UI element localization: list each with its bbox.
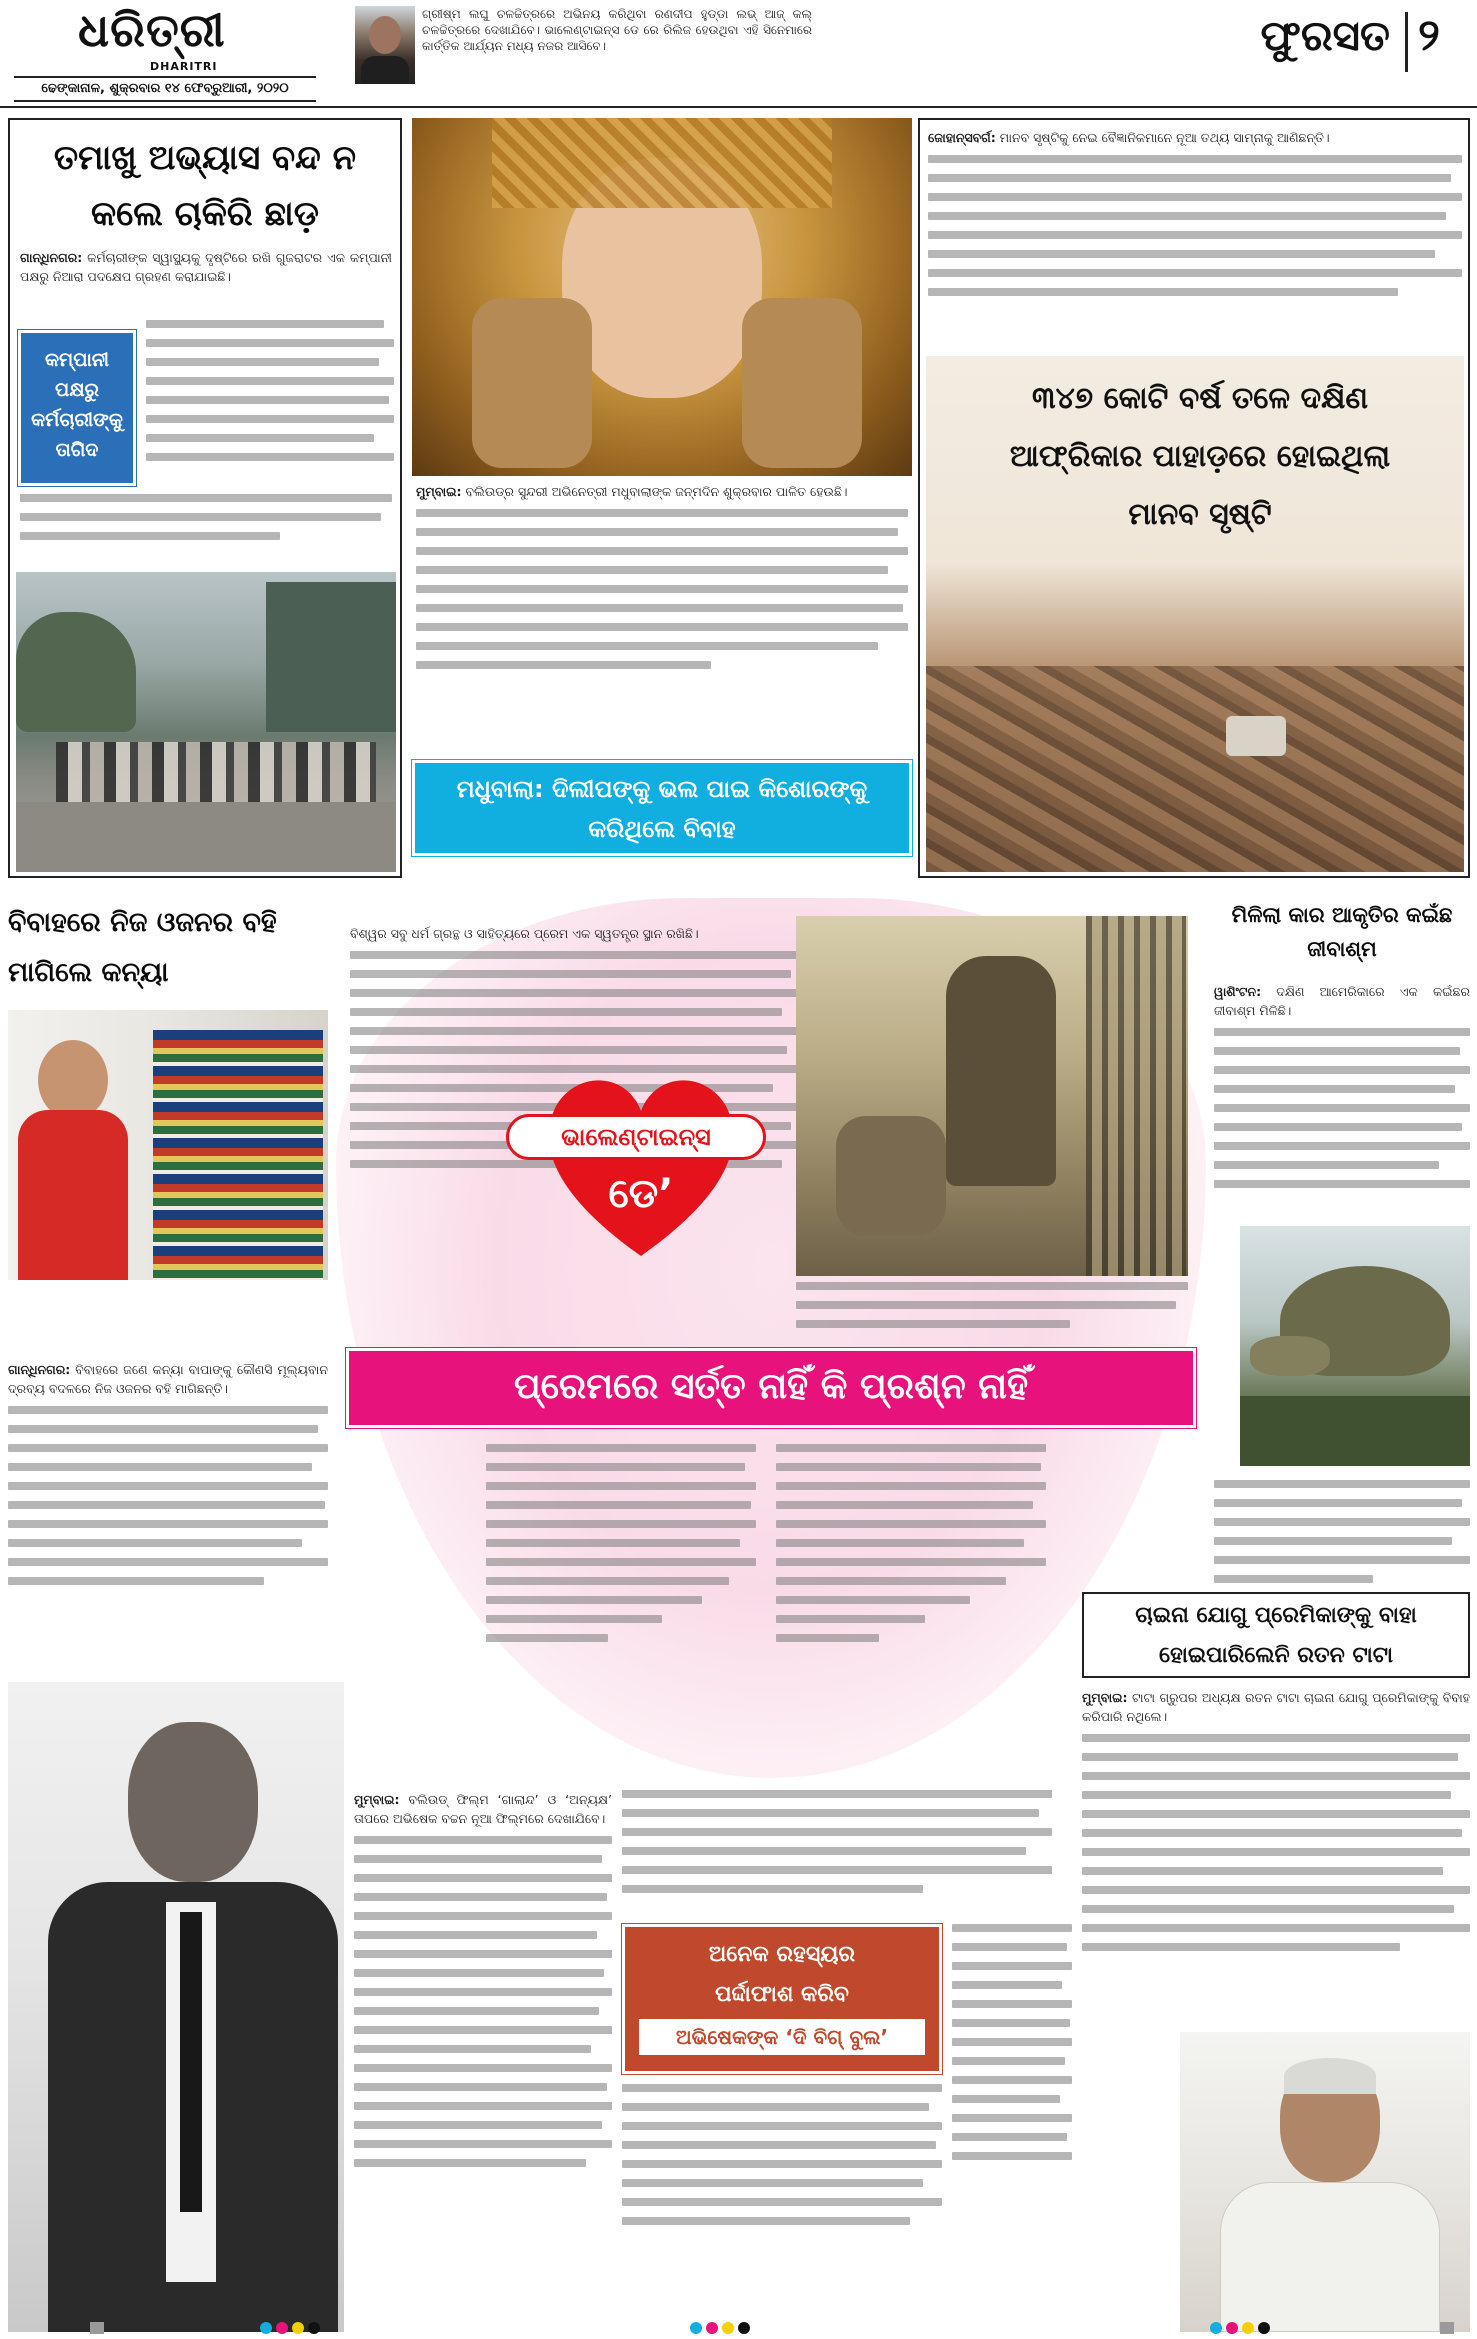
turtle-body-continued xyxy=(1214,1480,1470,1610)
valentine-body-col2 xyxy=(776,1444,1046,1754)
africa-lead: ମାନବ ସୃଷ୍ଟିକୁ ନେଇ ବୈଜ୍ଞାନିକମାନେ ନୂଆ ତଥ୍ୟ ସାମ୍ନାକୁ ଆଣିଛନ୍ତି। xyxy=(999,130,1330,145)
masthead xyxy=(0,0,1477,110)
valentine-lead: ବିଶ୍ୱର ସବୁ ଧର୍ମ ଗ୍ରନ୍ଥ ଓ ସାହିତ୍ୟରେ ପ୍ରେମ ଏକ ସ୍ୱତନ୍ତ୍ର ସ୍ଥାନ ରଖିଛି। xyxy=(350,926,699,941)
turtle-lead: ଦକ୍ଷିଣ ଆମେରିକାରେ ଏକ କଇଁଛର ଜୀବାଶ୍ମ ମିଳିଛି। xyxy=(1214,984,1470,1018)
turtle-dateline: ୱାଶିଂଟନ: xyxy=(1214,984,1262,999)
valentine-engraving xyxy=(796,916,1188,1276)
logo xyxy=(78,2,308,62)
teaser-photo xyxy=(355,6,415,84)
ratan-headline-box xyxy=(1082,1592,1470,1678)
tobacco-dateline: ଗାନ୍ଧିନଗର: xyxy=(20,250,83,265)
heart-title-box xyxy=(506,1114,766,1160)
section-title: ଫୁରସତ xyxy=(1260,11,1390,60)
africa-body xyxy=(928,128,1462,358)
valentine-heart xyxy=(536,1066,746,1266)
logo-subtitle: DHARITRI xyxy=(150,60,218,73)
section-divider xyxy=(1405,12,1408,72)
valentine-headline-box xyxy=(346,1348,1196,1428)
bigbull-box-line2: ପର୍ଦ୍ଦାଫାଶ କରିବ xyxy=(715,1982,849,2007)
valentine-body-mid xyxy=(796,1282,1188,1342)
madhubala-banner-text: ମଧୁବାଲା: ଦିଲୀପଙ୍କୁ ଭଲ ପାଇ କିଶୋରଙ୍କୁ କରିଥିଲେ ବିବାହ xyxy=(456,775,868,843)
logo-text: ଧରିତ୍ରୀ xyxy=(78,3,226,57)
tobacco-sidebox-text: କମ୍ପାନୀ ପକ୍ଷରୁ କର୍ମଚାରୀଙ୍କୁ ତାଗିଦ xyxy=(31,349,123,461)
africa-headline: ୩୪୭ କୋଟି ବର୍ଷ ତଳେ ଦକ୍ଷିଣ ଆଫ୍ରିକାର ପାହାଡ଼ରେ ହୋଇଥିଲା ମାନବ ସୃଷ୍ଟି xyxy=(1009,381,1391,532)
bigbull-body-col4 xyxy=(952,1924,1072,2330)
ratan-lead: ଟାଟା ଗ୍ରୁପର ଅଧ୍ୟକ୍ଷ ରତନ ଟାଟା ଚାଇନା ଯୋଗୁ ପ୍ରେମିକାଙ୍କୁ ବିବାହ କରିପାରି ନଥିଲେ। xyxy=(1082,1690,1470,1724)
tobacco-lead: କର୍ମଚାରୀଙ୍କ ସ୍ୱାସ୍ଥ୍ୟକୁ ଦୃଷ୍ଟିରେ ରଖି ଗୁଜରାଟର ଏକ କମ୍ପାନୀ ପକ୍ଷରୁ ନିଆରା ପଦକ୍ଷେପ ଗ୍ରହଣ କରାଯାଇଛି। xyxy=(20,250,392,284)
madhubala-dateline: ମୁମ୍ବାଇ: xyxy=(416,484,462,499)
bigbull-lead: ବଲିଉଡ୍ ଫିଲ୍ମ ‘ଗାଲାନ୍ଦ’ ଓ ‘ଅନ୍ୟକ୍ଷ’ ତାପରେ ଅଭିଷେକ ବଚ୍ଚନ ନୂଆ ଫିଲ୍ମରେ ଦେଖାଯିବେ। xyxy=(354,1792,612,1826)
madhubala-body xyxy=(416,482,908,732)
heart-subtitle: ଡେ’ xyxy=(608,1171,674,1217)
masthead-rule xyxy=(0,106,1477,108)
dateline-bar xyxy=(14,76,316,102)
ratan-dateline: ମୁମ୍ବାଇ: xyxy=(1082,1690,1128,1705)
madhubala-banner xyxy=(412,760,912,856)
tobacco-sidebox xyxy=(18,330,136,486)
bride-photo xyxy=(8,1010,328,1280)
bride-dateline: ଗାନ୍ଧିନଗର: xyxy=(8,1362,71,1377)
valentine-headline: ପ୍ରେମରେ ସର୍ତ୍ତ ନାହିଁ କି ପ୍ରଶ୍ନ ନାହିଁ xyxy=(513,1366,1029,1407)
tobacco-body-bottom xyxy=(20,494,392,564)
bigbull-photo xyxy=(8,1682,344,2332)
bigbull-box-line1: ଅନେକ ରହସ୍ୟର xyxy=(708,1942,856,1967)
valentine-feature xyxy=(336,898,1206,1778)
article-madhubala xyxy=(412,118,912,878)
article-bride xyxy=(8,898,328,1298)
bride-headline: ବିବାହରେ ନିଜ ଓଜନର ବହି ମାଗିଲେ କନ୍ୟା xyxy=(8,907,277,988)
ratan-body xyxy=(1082,1688,1470,2044)
article-tobacco xyxy=(8,118,402,878)
madhubala-lead: ବଲିଉଡ୍ର ସୁନ୍ଦରୀ ଅଭିନେତ୍ରୀ ମଧୁବାଲାଙ୍କ ଜନ୍ମଦିନ ଶୁକ୍ରବାର ପାଳିତ ହେଉଛି। xyxy=(465,484,848,499)
madhubala-photo xyxy=(412,118,912,476)
heart-title: ଭାଲେଣ୍ଟାଇନ୍ସ xyxy=(561,1123,711,1151)
ratan-headline: ଚାଇନା ଯୋଗୁ ପ୍ରେମିକାଙ୍କୁ ବାହା ହୋଇପାରିଲେନି ରତନ ଟାଟା xyxy=(1135,1603,1417,1668)
bride-lead: ବିବାହରେ ଜଣେ କନ୍ୟା ବାପାଙ୍କୁ କୌଣସି ମୂଲ୍ୟବାନ ଦ୍ରବ୍ୟ ବଦଳରେ ନିଜ ଓଜନର ବହି ମାଗିଛନ୍ତି। xyxy=(8,1362,328,1396)
ratan-photo xyxy=(1180,2032,1470,2332)
bride-body xyxy=(8,1360,328,1670)
turtle-headline: ମିଳିଲା କାର ଆକୃତିର କଇଁଛ ଜୀବାଶ୍ମ xyxy=(1231,903,1453,961)
tobacco-headline: ତମାଖୁ ଅଭ୍ୟାସ ବନ୍ଦ ନ କଲେ ଚାକିରି ଛାଡ଼ xyxy=(53,138,357,234)
page-number: ୨ xyxy=(1418,10,1440,61)
article-africa xyxy=(918,118,1470,878)
bigbull-box xyxy=(622,1924,942,2074)
bigbull-dateline: ମୁମ୍ବାଇ: xyxy=(354,1792,400,1807)
africa-dateline: ଜୋହାନ୍ସବର୍ଗ: xyxy=(928,130,996,145)
bigbull-body-col3 xyxy=(622,2084,942,2330)
article-ratan xyxy=(1082,1592,1470,2332)
bigbull-body-col2 xyxy=(622,1790,1052,1920)
turtle-photo xyxy=(1240,1226,1470,1466)
tobacco-body-top xyxy=(20,248,392,312)
valentine-body-col1 xyxy=(486,1444,756,1754)
dateline-text: ଢେଙ୍କାନାଳ, ଶୁକ୍ରବାର ୧୪ ଫେବ୍ରୁଆରୀ, ୨୦୨୦ xyxy=(41,81,289,96)
teaser-text: ଗ୍ରୀଷ୍ମ ଲଘୁ ଚଳଚ୍ଚିତ୍ରରେ ଅଭିନୟ କରିଥିବା ରଣଦୀପ ହୁଡ୍ଡା ଲଭ୍ ଆଜ୍ କଲ୍ ଚଳଚ୍ଚିତ୍ରରେ ଦେଖାଯିବେ। ଭାଲେଣ୍ଟାଇନ୍ସ ଡେ ରେ ରିଲିଜ ହେଉଥିବା ଏହି ସିନେମାରେ କାର୍ତ୍ତିକ ଆର୍ଯ୍ୟନ ମଧ୍ୟ ନଜର ଆସିବେ। xyxy=(422,7,812,53)
tobacco-photo xyxy=(16,572,396,872)
bigbull-body-col1 xyxy=(354,1790,612,2330)
bigbull-box-line3: ଅଭିଷେକଙ୍କ ‘ଦି ବିଗ୍ ବୁଲ’ xyxy=(639,2019,925,2055)
tobacco-body-side xyxy=(146,320,394,490)
print-marks xyxy=(0,2318,1477,2338)
